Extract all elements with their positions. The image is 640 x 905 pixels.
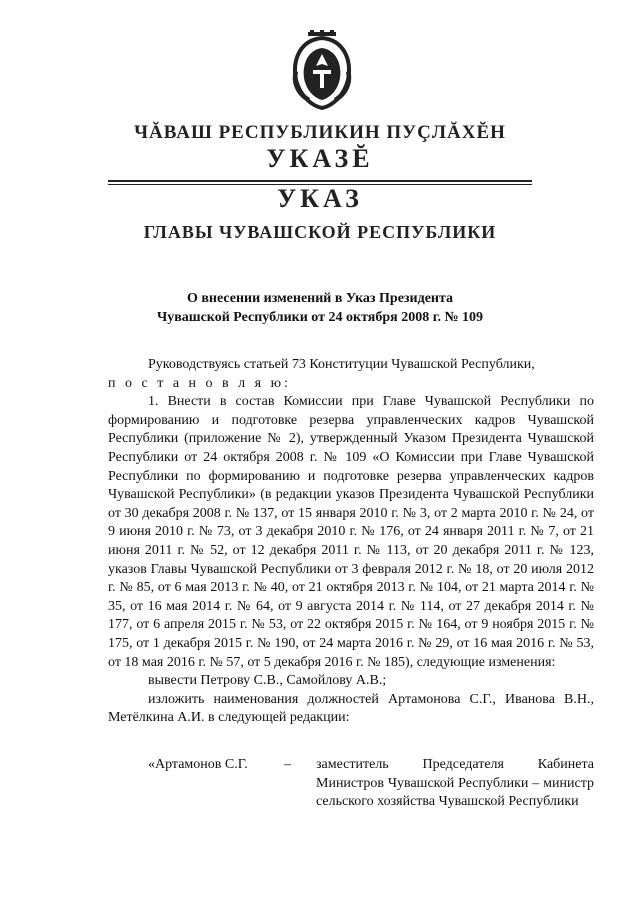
chuvash-header-line1: ЧĂВАШ РЕСПУБЛИКИН ПУÇЛĂХĔН: [134, 122, 506, 143]
body-paragraph-preamble: Руководствуясь статьей 73 Конституции Чувашской Республики,: [148, 357, 535, 372]
russian-header-subtitle: ГЛАВЫ ЧУВАШСКОЙ РЕСПУБЛИКИ: [143, 222, 497, 242]
chuvash-header-title: УКАЗĔ: [266, 144, 374, 173]
header-divider-thick: [108, 180, 532, 182]
body-paragraph-item1: 1. Внести в состав Комиссии при Главе Чувашской Республики по формированию и подготовке резерва управленческих кадров Чувашской Республики (приложение № 2), утвержденный Указом Президента Чувашской Республики от 24 октября 2008 г. № 109 «О Комиссии при Главе Чувашской Республики по формированию и подготовке резерва управленческих кадров Чувашской Республики» (в редакции указов Президента Чувашской Республики от 30 декабря 2008 г. № 137, от 15 января 2010 г. № 3, от 2 марта 2010 г. № 24, от 9 июня 2010 г. № 73, от 3 декабря 2010 г. № 176, от 24 января 2011 г. № 7, от 21 июня 2011 г. № 52, от 12 декабря 2011 г. № 113, от 20 декабря 2011 г. № 123, указов Главы Чувашской Республики от 3 февраля 2012 г. № 18, от 20 июля 2012 г. № 85, от 6 мая 2013 г. № 40, от 21 октября 2013 г. № 104, от 21 марта 2014 г. № 35, от 16 мая 2014 г. № 64, от 9 августа 2014 г. № 114, от 27 декабря 2014 г. № 177, от 6 апреля 2015 г. № 53, от 22 октября 2015 г. № 164, от 9 ноября 2015 г. № 175, от 1 декабря 2015 г. № 190, от 24 марта 2016 г. № 29, от 16 мая 2016 г. № 53, от 18 мая 2016 г. № 57, от 5 декабря 2016 г. № 185), следующие изменения:: [108, 394, 594, 670]
subject-line2: Чувашской Республики от 24 октября 2008 г. № 109: [156, 310, 484, 325]
decree-subject: [0, 289, 640, 327]
body-paragraph-rename: изложить наименования должностей Артамонова С.Г., Иванова В.Н., Метёлкина А.И. в следующей редакции:: [108, 691, 594, 726]
body-decree-word: п о с т а н о в л я ю:: [108, 375, 291, 391]
body-paragraph-remove: вывести Петрову С.В., Самойлову А.В.;: [148, 673, 387, 689]
coat-of-arms-emblem: [286, 30, 358, 110]
decree-body: [108, 356, 594, 728]
subject-line1: О внесении изменений в Указ Президента: [186, 291, 454, 306]
appointment-name: «Артамонов С.Г.: [148, 757, 248, 772]
appointment-position: заместитель Председателя Кабинета Министров Чувашской Республики – министр сельского хозяйства Чувашской Республики: [316, 757, 594, 810]
russian-header-title: УКАЗ: [277, 184, 363, 213]
appointment-dash: –: [284, 757, 291, 772]
